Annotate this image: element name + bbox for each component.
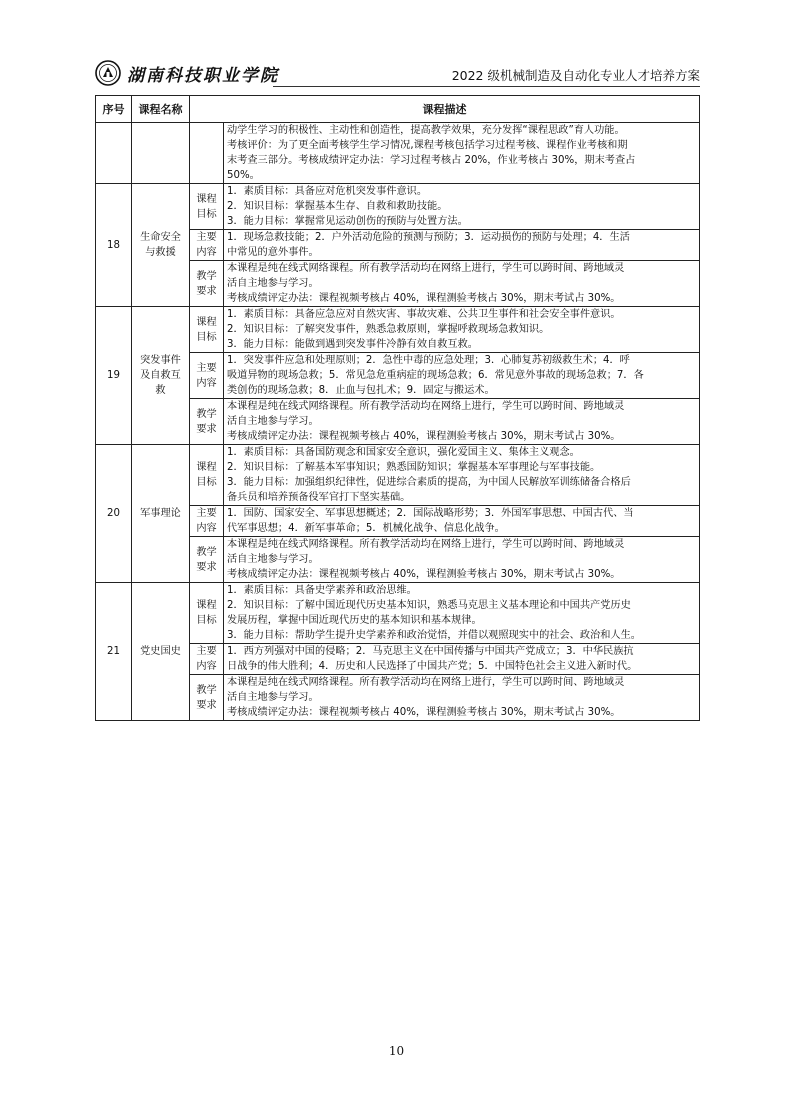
description-line: 3．能力目标：加强组织纪律性，促进综合素质的提高，为中国人民解放军训练储备合格后 (227, 477, 631, 488)
course-name (132, 307, 190, 445)
col-header-number: 序号 (96, 96, 132, 123)
description-line: 考核成绩评定办法：课程视频考核占 40%，课程测验考核占 30%，期末考试占 30%。 (227, 569, 621, 580)
description-line: 动学生学习的积极性、主动性和创造性，提高教学效果，充分发挥“课程思政”育人功能。 (227, 125, 625, 136)
course-name-line: 突发事件 (140, 355, 181, 366)
sub-label-line: 内容 (196, 523, 217, 534)
teaching-requirement-label (190, 399, 224, 445)
description-line: 本课程是纯在线式网络课程。所有教学活动均在网络上进行，学生可以跨时间、跨地域灵 (227, 677, 625, 688)
course-name-line: 救 (155, 385, 166, 396)
teaching-requirement-text (224, 399, 700, 445)
teaching-requirement-label (190, 675, 224, 721)
sub-label-line: 主要 (196, 508, 217, 519)
main-content-label (190, 230, 224, 261)
description-line: 1．素质目标：具备应急应对自然灾害、事故灾难、公共卫生事件和社会安全事件意识。 (227, 309, 621, 320)
description-line: 活自主地参与学习。 (227, 554, 319, 565)
description-line: 3．能力目标：帮助学生提升史学素养和政治觉悟，并借以观照现实中的社会、政治和人生。 (227, 630, 641, 641)
teaching-requirement-text (224, 537, 700, 583)
course-goal-text (224, 184, 700, 230)
description-line: 日战争的伟大胜利；4．历史和人民选择了中国共产党；5．中国特色社会主义进入新时代。 (227, 661, 638, 672)
table-row (96, 307, 700, 353)
description-line: 考核成绩评定办法：课程视频考核占 40%，课程测验考核占 30%，期末考试占 30%。 (227, 707, 621, 718)
description-line: 1．现场急救技能；2．户外活动危险的预测与预防；3．运动损伤的预防与处理；4．生活 (227, 232, 630, 243)
course-table (95, 95, 700, 721)
sub-label-line: 教学 (196, 546, 217, 558)
sub-label-line: 内容 (196, 661, 217, 672)
empty-cell (190, 123, 224, 184)
description-line: 1．国防、国家安全、军事思想概述；2．国际战略形势；3．外国军事思想、中国古代、当 (227, 508, 634, 519)
description-line: 考核成绩评定办法：课程视频考核占 40%，课程测验考核占 30%，期末考试占 30%。 (227, 293, 621, 304)
main-content-label (190, 644, 224, 675)
table-row-continuation (96, 123, 700, 184)
course-goal-label (190, 307, 224, 353)
sub-label-line: 要求 (196, 561, 217, 573)
course-goal-label (190, 583, 224, 644)
school-seal-icon (95, 60, 121, 86)
description-line: 1．素质目标：具备应对危机突发事件意识。 (227, 186, 428, 197)
description-line: 末考查三部分。考核成绩评定办法：学习过程考核占 20%，作业考核占 30%，期末考查占 (227, 155, 636, 166)
course-number: 20 (96, 445, 132, 583)
sub-label-line: 主要 (196, 232, 217, 243)
description-line: 吸道异物的现场急救；5．常见急危重病症的现场急救；6．常见意外事故的现场急救；7．各 (227, 370, 644, 381)
teaching-requirement-text (224, 261, 700, 307)
course-name (132, 583, 190, 721)
description-line: 考核成绩评定办法：课程视频考核占 40%，课程测验考核占 30%，期末考试占 30%。 (227, 431, 621, 442)
continuation-description (224, 123, 700, 184)
school-logo (95, 58, 279, 88)
table-header-row (96, 96, 700, 123)
description-line: 本课程是纯在线式网络课程。所有教学活动均在网络上进行，学生可以跨时间、跨地域灵 (227, 263, 625, 274)
description-line: 2．知识目标：了解中国近现代历史基本知识，熟悉马克思主义基本理论和中国共产党历史 (227, 600, 631, 611)
col-header-course-name: 课程名称 (132, 96, 190, 123)
description-line: 活自主地参与学习。 (227, 416, 319, 427)
course-name-line: 军事理论 (140, 508, 181, 519)
course-number: 18 (96, 184, 132, 307)
description-line: 发展历程，掌握中国近现代历史的基本知识和基本规律。 (227, 615, 482, 626)
description-line: 考核评价：为了更全面考核学生学习情况,课程考核包括学习过程考核、课程作业考核和期 (227, 140, 628, 151)
description-line: 3．能力目标：掌握常见运动创伤的预防与处置方法。 (227, 216, 468, 227)
empty-cell (132, 123, 190, 184)
sub-label-line: 目标 (196, 477, 217, 488)
course-name-line: 生命安全 (140, 232, 181, 243)
description-line: 1．突发事件应急和处理原则；2．急性中毒的应急处理；3．心肺复苏初级救生术；4．呼 (227, 355, 630, 366)
description-line: 本课程是纯在线式网络课程。所有教学活动均在网络上进行，学生可以跨时间、跨地域灵 (227, 401, 625, 412)
course-name-line: 党史国史 (140, 646, 181, 657)
description-line: 1．素质目标：具备国防观念和国家安全意识，强化爱国主义、集体主义观念。 (227, 447, 580, 458)
sub-label-line: 教学 (196, 270, 217, 282)
school-name: 湖南科技职业学院 (127, 65, 279, 86)
table-row (96, 445, 700, 506)
sub-label-line: 要求 (196, 423, 217, 435)
page-header (95, 58, 700, 88)
course-name-line: 与救援 (145, 247, 176, 258)
sub-label-line: 课程 (196, 462, 217, 473)
sub-label-line: 目标 (196, 208, 217, 220)
main-content-label (190, 353, 224, 399)
description-line: 代军事思想；4．新军事革命；5．机械化战争、信息化战争。 (227, 523, 505, 534)
sub-label-line: 主要 (196, 362, 217, 374)
course-number: 21 (96, 583, 132, 721)
sub-label-line: 目标 (196, 615, 217, 626)
main-content-label (190, 506, 224, 537)
header-rule (273, 86, 700, 87)
course-number: 19 (96, 307, 132, 445)
sub-label-line: 目标 (196, 331, 217, 343)
description-line: 中常见的意外事件。 (227, 247, 319, 258)
empty-cell (96, 123, 132, 184)
course-name (132, 445, 190, 583)
course-name-line: 及自救互 (140, 370, 181, 381)
page-number: 10 (388, 1044, 405, 1058)
description-line: 1．素质目标：具备史学素养和政治思维。 (227, 585, 417, 596)
course-goal-text (224, 583, 700, 644)
sub-label-line: 要求 (196, 699, 217, 711)
document-title: 2022 级机械制造及自动化专业人才培养方案 (451, 68, 700, 83)
course-name (132, 184, 190, 307)
description-line: 本课程是纯在线式网络课程。所有教学活动均在网络上进行，学生可以跨时间、跨地域灵 (227, 539, 625, 550)
table-row (96, 184, 700, 230)
course-goal-text (224, 307, 700, 353)
sub-label-line: 教学 (196, 408, 217, 420)
sub-label-line: 教学 (196, 684, 217, 696)
description-line: 2．知识目标：掌握基本生存、自救和救助技能。 (227, 201, 448, 212)
sub-label-line: 课程 (196, 193, 217, 205)
course-goal-label (190, 445, 224, 506)
description-line: 类创伤的现场急救；8．止血与包扎术；9．固定与搬运术。 (227, 385, 495, 396)
teaching-requirement-label (190, 537, 224, 583)
sub-label-line: 内容 (196, 247, 217, 258)
description-line: 3．能力目标：能做到遇到突发事件冷静有效自救互救。 (227, 339, 478, 350)
description-line: 2．知识目标：了解突发事件，熟悉急救原则，掌握呼救现场急救知识。 (227, 324, 550, 335)
main-content-text (224, 353, 700, 399)
sub-label-line: 课程 (196, 600, 217, 611)
sub-label-line: 要求 (196, 285, 217, 297)
teaching-requirement-text (224, 675, 700, 721)
course-goal-label (190, 184, 224, 230)
main-content-text (224, 506, 700, 537)
main-content-text (224, 644, 700, 675)
sub-label-line: 内容 (196, 377, 217, 389)
sub-label-line: 课程 (196, 316, 217, 328)
table-row (96, 583, 700, 644)
main-content-text (224, 230, 700, 261)
sub-label-line: 主要 (196, 646, 217, 657)
description-line: 活自主地参与学习。 (227, 278, 319, 289)
description-line: 50%。 (227, 170, 260, 181)
course-goal-text (224, 445, 700, 506)
description-line: 2．知识目标：了解基本军事知识；熟悉国防知识；掌握基本军事理论与军事技能。 (227, 462, 601, 473)
description-line: 1．西方列强对中国的侵略；2．马克思主义在中国传播与中国共产党成立；3．中华民族抗 (227, 646, 634, 657)
description-line: 备兵员和培养预备役军官打下坚实基础。 (227, 492, 411, 503)
table-body (96, 123, 700, 721)
description-line: 活自主地参与学习。 (227, 692, 319, 703)
col-header-description: 课程描述 (190, 96, 700, 123)
teaching-requirement-label (190, 261, 224, 307)
